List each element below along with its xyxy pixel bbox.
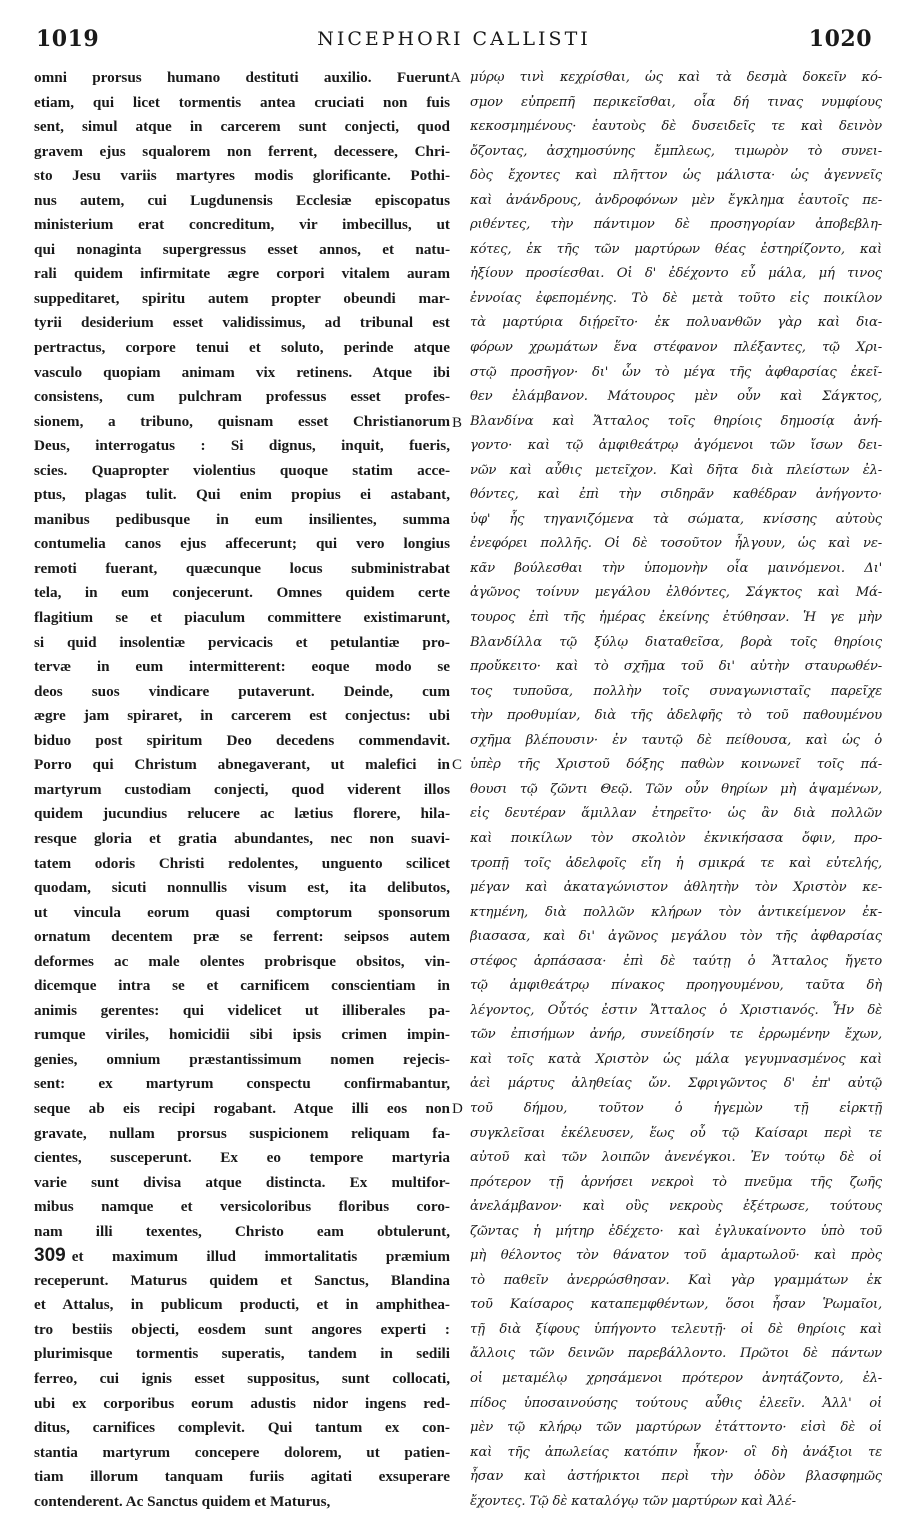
latin-text-line: martyrum custodiam conjecti, quod viderent illos [34,780,450,798]
latin-text-line [34,1244,450,1269]
greek-text-line: καὶ ἀνάνδρους, ἀνδροφόνων μὲν ἔγκλημα ἑαυτοῖς πε- [470,192,882,208]
running-title: NICEPHORI CALLISTI [317,28,591,50]
greek-text-line: τὰ μαρτύρια διῄρεῖτο· ἐκ πολυανθῶν γὰρ καὶ δια- [470,315,882,331]
greek-text-line: οἱ μεταμέλῳ χρησάμενοι πρότερον ἀνητάζοντο, ἐλ- [470,1370,882,1386]
greek-text-line: καὶ τοῖς κατὰ Χριστὸν ὡς μάλα γεγυμνασμένος καὶ [470,1051,882,1067]
latin-text-line: deos suos vindicare putaverunt. Deinde, cum [34,682,450,700]
latin-text-line: tatem odoris Christi redolentes, unguento scilicet [34,854,450,872]
latin-text-line: rumque viriles, homicidii sibi ipsis crimen impin- [34,1026,450,1044]
latin-text-line: gravem ejus squalorem non ferrent, decessere, Chri- [34,142,450,160]
latin-text-line: animis gerentes: qui videlicet ut illiberales pa- [34,1001,450,1019]
greek-text-line: καὶ ποικίλων τὸν σκολιὸν ἐκνικήσασα ὄφιν, προ- [470,830,882,846]
greek-text-line: ἀνελάμβανον· καὶ οὓς νεκροὺς ἐξέτρωσε, τούτους [470,1199,882,1215]
greek-text-line: ἀεὶ μάρτυς ἀληθείας ὤν. Σφριγῶντος δ' ἐπ' αὐτῷ [470,1076,882,1092]
greek-text-line: κᾶν βούλεσθαι τὴν ὑπομονὴν οἷα μαινόμενοι. Δι' [470,560,882,576]
greek-text-line: θόντες, καὶ ἐπὶ τὴν σιδηρᾶν καθέδραν ἀνήγοντο· [470,487,882,503]
latin-text-line: contumelia canos ejus affecerunt; qui vero longius [34,535,450,553]
latin-text-line: ferreo, cui ignis esset suppositus, sunt collocati, [34,1369,450,1387]
greek-text-line: τῷ ἀμφιθεάτρῳ πίνακος προηγουμένου, ταῦτα δὴ [470,978,882,994]
latin-text-line: ptus, plagas tulit. Qui enim propius ei astabant, [34,486,450,504]
latin-column [34,66,450,1514]
margin-marker-d: D [452,1101,463,1117]
latin-text-line: plurimisque tormentis superatis, tandem in sedili [34,1345,450,1363]
greek-text-line: ἐνεφόρει πολλῆς. Οἱ δὲ τοσοῦτον ἧλγουν, ὡς καὶ νε- [470,536,882,552]
greek-text-line: σμον εὐπρεπῆ περικεῖσθαι, οἷα δή τινας νυμφίους [470,94,882,110]
greek-text-line: στῷ προσῆγον· δι' ὧν τὸ μέγα τῆς ἀφθαρσίας ἐκεῖ- [470,364,882,380]
latin-text-line: suppeditaret, spiritu autem propter obeundi mar- [34,289,450,307]
greek-text-line: τοῦ Καίσαρος καταπεμφθέντων, ὅσοι ἦσαν Ῥωμαῖοι, [470,1297,882,1313]
greek-text-line: μέγαν καὶ ἀκαταγώνιστον ἀθλητὴν τὸν Χριστὸν κε- [470,880,882,896]
margin-marker-a: A [450,70,461,86]
greek-text-line: τοῦ δήμου, τοῦτον ὁ ἡγεμὼν τῇ εἱρκτῇ [470,1100,882,1116]
greek-text-line: Βλανδίλλα τῷ ξύλῳ διαταθεῖσα, βορὰ τοῖς θηρίοις [470,634,882,650]
latin-text-line: ægre jam spiraret, in carcerem est conjectus: ubi [34,707,450,725]
latin-text-line: tyrii desiderium esset validissimus, ad tribunal est [34,314,450,332]
latin-text-line: remoti fuerant, quæcunque locus subministrabat [34,559,450,577]
latin-text-line: receperunt. Maturus quidem et Sanctus, Blandina [34,1271,450,1289]
latin-text-line: genies, omnium præstantissimum nomen rejecis- [34,1050,450,1068]
greek-text-line: ζῶντας ἡ μήτηρ ἐδέχετο· καὶ ἐγλυκαίνοντο ὑπὸ τοῦ [470,1223,882,1239]
greek-text-line: τῶν ἐπισήμων ἀνήρ, συνείδησίν τε ἐρρωμένην ἔχων, [470,1027,882,1043]
greek-text-line: νῶν καὶ αὖθις μετεῖχον. Καὶ δῆτα διὰ πλείστων ἐλ- [470,462,882,478]
latin-text-line: tela, in eum conjecerunt. Omnes quidem certe [34,584,450,602]
greek-text-line: ὑπὲρ τῆς Χριστοῦ δόξης παθὼν κοινωνεῖ τοῖς πά- [470,757,882,773]
greek-text-line: πρότερον τῇ ἀρνήσει νεκροὶ τὸ πνεῦμα τῆς ζωῆς [470,1174,882,1190]
latin-text-line: Deus, interrogatus : Si dignus, inquit, fueris, [34,437,450,455]
greek-text-line: μύρῳ τινὶ κεχρίσθαι, ὡς καὶ τὰ δεσμὰ δοκεῖν κό- [470,70,882,85]
greek-text-line: τροπῇ τοῖς ἀδελφοῖς εἴη ἡ σμικρά τε καὶ εὐτελής, [470,855,882,871]
latin-text-line: dicemque intra se et carnificem conscientiam in [34,977,450,995]
greek-text-line: φόρων χρωμάτων ἕνα στέφανον πλέξαντες, τῷ Χρι- [470,340,882,356]
greek-text-line: ἐννοίας ἐφεπομένης. Τὸ δὲ μετὰ τοῦτο εἰς ποικίλον [470,290,882,306]
latin-text-line: deformes ac male olentes probrisque obsitos, vin- [34,952,450,970]
latin-text-line: ministerium erat concreditum, vir imbecillus, ut [34,216,450,234]
column-number: 309 [34,1245,66,1267]
greek-text-line: βιασασα, καὶ δι' ἀγῶνος μεγάλου τὸν τῆς ἀφθαρσίας [470,929,882,945]
latin-text-line: varie sunt divisa atque distincta. Ex multifor- [34,1173,450,1191]
latin-text-line: ditus, carnifices complevit. Qui tantum ex con- [34,1419,450,1437]
margin-marker-c: C [452,757,463,773]
latin-text-line: sent, simul atque in carcerem sunt conjecti, quod [34,118,450,136]
latin-text-line: vasculo quopiam animam vix retinens. Atque ibi [34,363,450,381]
greek-text-line: ἔχοντες. Τῷ δὲ καταλόγῳ τῶν μαρτύρων καὶ Ἀλέ- [470,1493,796,1509]
greek-text-line: γοντο· καὶ τῷ ἀμφιθεάτρῳ ἀγόμενοι τῶν ἴσων δει- [470,438,882,454]
latin-text-line: sionem, a tribuno, quisnam esset Christianorum [34,412,450,430]
greek-text-line: θεν ἐλάμβανον. Μάτουρος μὲν οὖν καὶ Σάγκτος, [470,389,882,405]
greek-text-line: ριθέντες, τὴν πάντιμον δὲ προσηγορίαν ἀποβεβλη- [470,217,882,233]
greek-text-line: ἠξίουν προσίεσθαι. Οἱ δ' ἐδέχοντο εὖ μάλα, μή τινος [470,266,882,282]
greek-text-line: προὔκειτο· καὶ τὸ σχῆμα τοῦ δι' αὐτὴν σταυρωθέν- [470,659,882,675]
greek-text-line: συγκλεῖσαι ἐκέλευσεν, ἕως οὗ τῷ Καίσαρι περὶ τε [470,1125,882,1141]
latin-text-line: rali quidem infirmitate ægre corpori vitalem auram [34,265,450,283]
greek-text-line: τος τυποῦσα, πολλὴν τοῖς συναγωνισταῖς παρεῖχε [470,683,882,699]
latin-text-line: gravate, nullam prorsus suspicionem reliquam fa- [34,1124,450,1142]
latin-text-line: resque gloria et gratia abundantes, nec non suavi- [34,829,450,847]
greek-text-line: εἰς δευτέραν ἅμιλλαν ἐτηρεῖτο· ὡς ἂν διὰ πολλῶν [470,806,882,822]
greek-text-line: σχῆμα βλέπουσιν· ἐν ταυτῷ δὲ πείθουσα, καὶ ὡς ὁ [470,732,882,748]
page-header [36,26,872,58]
latin-text-line: pertractus, corpore tenui et soluto, perinde atque [34,339,450,357]
latin-text-line: contenderent. Ac Sanctus quidem et Maturus, [34,1492,331,1510]
latin-text-line: tro bestiis objecti, eosdem sunt angores experti : [34,1320,450,1338]
latin-text-line: ubi ex corporibus eorum adustis nidor ingens red- [34,1394,450,1412]
latin-text-line: nus autem, cui Lugdunensis Ecclesiæ episcopatus [34,191,450,209]
latin-text-line: ut vincula eorum quasi comptorum sponsorum [34,903,450,921]
page-number-left: 1019 [36,26,100,52]
greek-text-line: ὑφ' ἧς τηγανιζόμενα τὰ σώματα, κνίσσης αὐτοὺς [470,511,882,527]
latin-text-line: etiam, qui licet tormentis antea cruciati non fuis [34,93,450,111]
greek-text-line: τὸ παθεῖν ἀνερρώσθησαν. Καὶ γὰρ γραμμάτων ἐκ [470,1272,882,1288]
greek-text-line: καὶ τῆς ἀπωλείας κατόπιν ἧκον· οἳ δὴ ἀνάξιοι τε [470,1444,882,1460]
greek-text-line: κτημένη, διὰ πολλῶν κλήρων τὸν ἀντικείμενον ἐκ- [470,904,882,920]
latin-text-line: Porro qui Christum abnegaverant, ut malefici in [34,756,450,774]
greek-text-line: τῇ διὰ ξίφους ὑπήγοντο τελευτῇ· οἱ δὲ θηρίοις καὶ [470,1321,882,1337]
latin-text-line: omni prorsus humano destituti auxilio. Fuerunt [34,69,450,86]
latin-text-line: quidem jucundius relucere ac lætius florere, hila- [34,805,450,823]
greek-text-line: κότες, ἐκ τῆς τῶν μαρτύρων θέας ἐστηρίζοντο, καὶ [470,241,882,257]
margin-marker-b: B [452,415,463,431]
greek-text-line: λέγοντος, Οὗτός ἐστιν Ἄτταλος ὁ Χριστιανός. Ἦν δὲ [470,1002,882,1018]
latin-text-line: cientes, susceperunt. Ex eo tempore martyria [34,1149,450,1167]
greek-text-line: κεκοσμημένους· ἑαυτοὺς δὲ δυσειδεῖς τε καὶ δεινὸν [470,119,882,135]
latin-text-line: nam illi texentes, Christo eam obtulerunt, [34,1222,450,1240]
greek-text-line: πίδος ὑποσαινούσης τούτους αὖθις ἐλεεῖν. Ἀλλ' οἱ [470,1395,882,1411]
greek-text-line: τουρος ἐπὶ τῆς ἡμέρας ἐκείνης ἐτύθησαν. Ἡ γε μὴν [470,610,882,626]
greek-text-line: θουσι τῷ ζῶντι Θεῷ. Τῶν οὖν θηρίων μὴ ἁψαμένων, [470,781,882,797]
latin-text-line: si quid insolentiæ pervicacis et petulantiæ pro- [34,633,450,651]
latin-text-line: ornatum decentem præ se ferrent: seipsos autem [34,928,450,946]
page-number-right: 1020 [808,26,872,52]
latin-text-line: flagitium se et piaculum committere existimarunt, [34,609,450,627]
latin-text-line: manibus pedibusque in eum insilientes, summa [34,510,450,528]
latin-text-line: qui nonaginta supergressus esset annos, et natu- [34,240,450,258]
latin-text-line: sto Jesu variis martyres modis glorificante. Pothi- [34,167,450,185]
greek-text-line: ἄλλοις τῶν δεινῶν παρεβάλλοντο. Πρῶτοι δὲ πάντων [470,1346,882,1362]
greek-text-line: μὲν τῷ κλήρῳ τῶν μαρτύρων ἐτάττοντο· εἰσὶ δὲ οἱ [470,1420,882,1436]
greek-text-line: τὴν προθυμίαν, διὰ τῆς ἀδελφῆς τὸ τοῦ παθουμένου [470,708,882,724]
greek-text-line: Βλανδίνα καὶ Ἄτταλος τοῖς θηρίοις δημοσίᾳ ἀνή- [470,413,882,429]
greek-text-line: στέφος ἁρπάσασα· ἐπὶ δὲ ταύτῃ ὁ Ἄτταλος ἤγετο [470,953,882,969]
greek-column [470,66,882,1514]
latin-text-line: mibus namque et versicoloribus floribus coro- [34,1198,450,1216]
latin-text-line: tiam illorum tanquam furiis agitati exsuperare [34,1468,450,1486]
latin-text-line: scies. Quapropter violentius quoque statim acce- [34,461,450,479]
greek-text-line: ὄζοντας, ἀσχημοσύνης ἔμπλεως, τιμωρὸν τὸ συνει- [470,143,882,159]
greek-text-line: αὐτοῦ καὶ τῶν λοιπῶν ἀνενέγκοι. Ἐν τούτῳ δὲ οἱ [470,1150,882,1166]
latin-text-line: consistens, cum pulchram professus esset profes- [34,388,450,406]
greek-text-line: μὴ θέλοντος τὸν θάνατον τοῦ ἁμαρτωλοῦ· καὶ πρὸς [470,1248,882,1264]
latin-text-line: sent: ex martyrum conspectu confirmabantur, [34,1075,450,1093]
latin-text-line: et Attalus, in publicum producti, et in amphithea- [34,1296,450,1314]
greek-text-line: ἀγῶνος τοίνυν μεγάλου ἐλθόντες, Σάγκτος καὶ Μά- [470,585,882,601]
greek-text-line: δὸς ἔχοντες καὶ πλῆττον ὡς μάλιστα· ὡς ἀγεννεῖς [470,168,882,184]
latin-text-line: stantia martyrum concepere dolorem, ut patien- [34,1443,450,1461]
greek-text-line: ἦσαν καὶ ἀστήρικτοι περὶ τὴν ὁδὸν βλασφημῶς [470,1469,882,1485]
latin-text-line: biduo post spiritum Deo decedens commendavit. [34,731,450,749]
latin-text-line: seque ab eis recipi rogabant. Atque illi eos non [34,1099,450,1117]
line-text: et maximum illud immortalitatis præmium [71,1248,450,1266]
latin-text-line: quodam, sicuti nonnullis visum est, ita delibutos, [34,879,450,897]
latin-text-line: tervæ in eum intermitterent: eoque modo se [34,658,450,676]
